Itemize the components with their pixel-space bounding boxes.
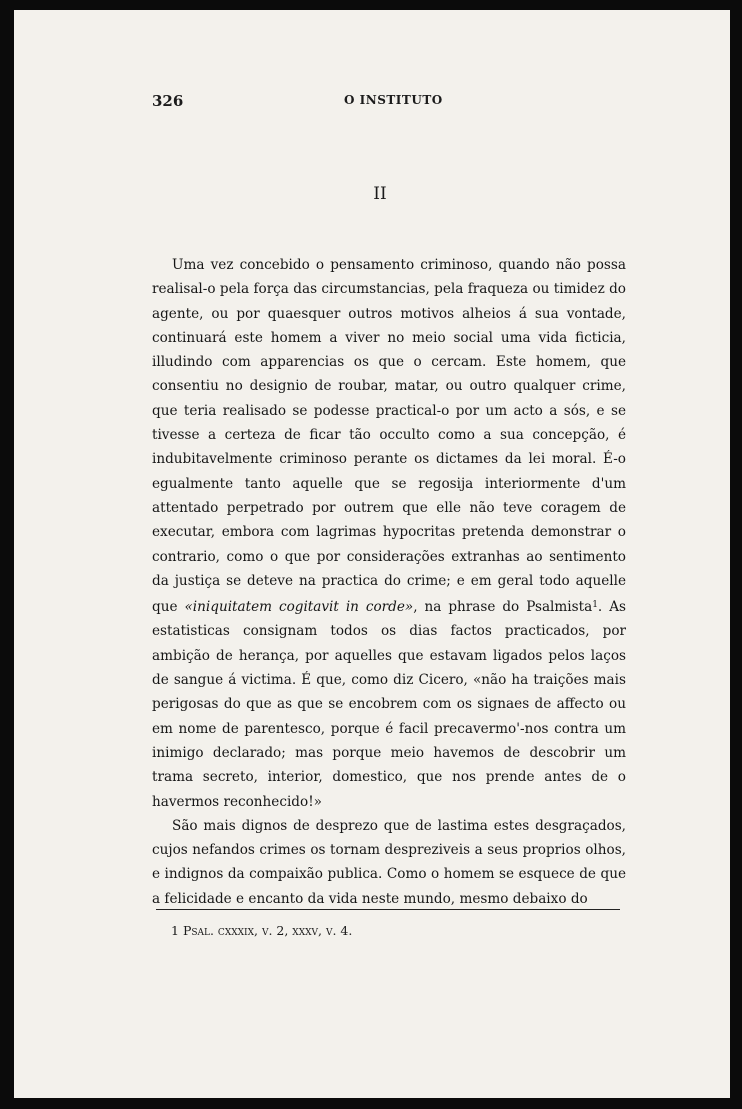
paragraph-1 (152, 253, 626, 814)
document-page (14, 10, 730, 1098)
footnote-text: Psal. cxxxix, v. 2, xxxv, v. 4. (182, 923, 353, 938)
body-text (152, 253, 626, 911)
running-title: O INSTITUTO (344, 93, 443, 107)
paragraph-1-part-c: . As estatisticas consignam todos os dias factos practicados, por ambição de herança, por aquelles que estavam ligados pelos laços de sangue á victima. É que, como diz Cicero, «não ha traições mais perigosas do que as que se encobrem com os signaes de affecto ou em nome de parentesco, porque é facil precavermo'-nos contra um inimigo declarado; mas porque meio havemos de descobrir um trama secreto, interior, domestico, que nos prende antes de o havermos reconhecido!» (152, 599, 626, 810)
latin-quote: «iniquitatem cogitavit in corde» (184, 599, 414, 616)
footnote-number: 1 (171, 923, 179, 938)
page-number: 326 (152, 92, 184, 110)
paragraph-2: São mais dignos de desprezo que de lastima estes desgraçados, cujos nefandos crimes os tornam despreziveis a seus proprios olhos, e indignos da compaixão publica. Como o homem se esquece de que a felicidade e encanto da vida neste mundo, mesmo debaixo do (152, 817, 626, 907)
footnote-reference: 1 (592, 600, 598, 611)
paragraph-1-part-b: , na phrase do Psalmista (413, 599, 593, 616)
section-heading: II (373, 184, 387, 204)
page-header (152, 92, 640, 112)
footnote-divider (156, 909, 620, 910)
paragraph-1-part-a: Uma vez concebido o pensamento criminoso, quando não possa realisal-o pela força das circumstancias, pela fraqueza ou timidez do agente, ou por quaesquer outros motivos alheios á sua vontade, continuará este homem a viver no meio social uma vida ficticia, illudindo com apparencias os que o cercam. Este homem, que consentiu no designio de roubar, matar, ou outro qualquer crime, que teria realisado se podesse practical-o por um acto a sós, e se tivesse a certeza de ficar tão occulto como a sua concepção, é indubitavelmente criminoso perante os dictames da lei moral. É-o egualmente tanto aquelle que se regosija interiormente d'um attentado perpetrado por outrem que elle não teve coragem de executar, embora com lagrimas hypocritas pretenda demonstrar o contrario, como o que por considerações extranhas ao sentimento da justiça se deteve na practica do crime; e em geral todo aquelle que (152, 257, 626, 616)
footnote (171, 923, 352, 938)
